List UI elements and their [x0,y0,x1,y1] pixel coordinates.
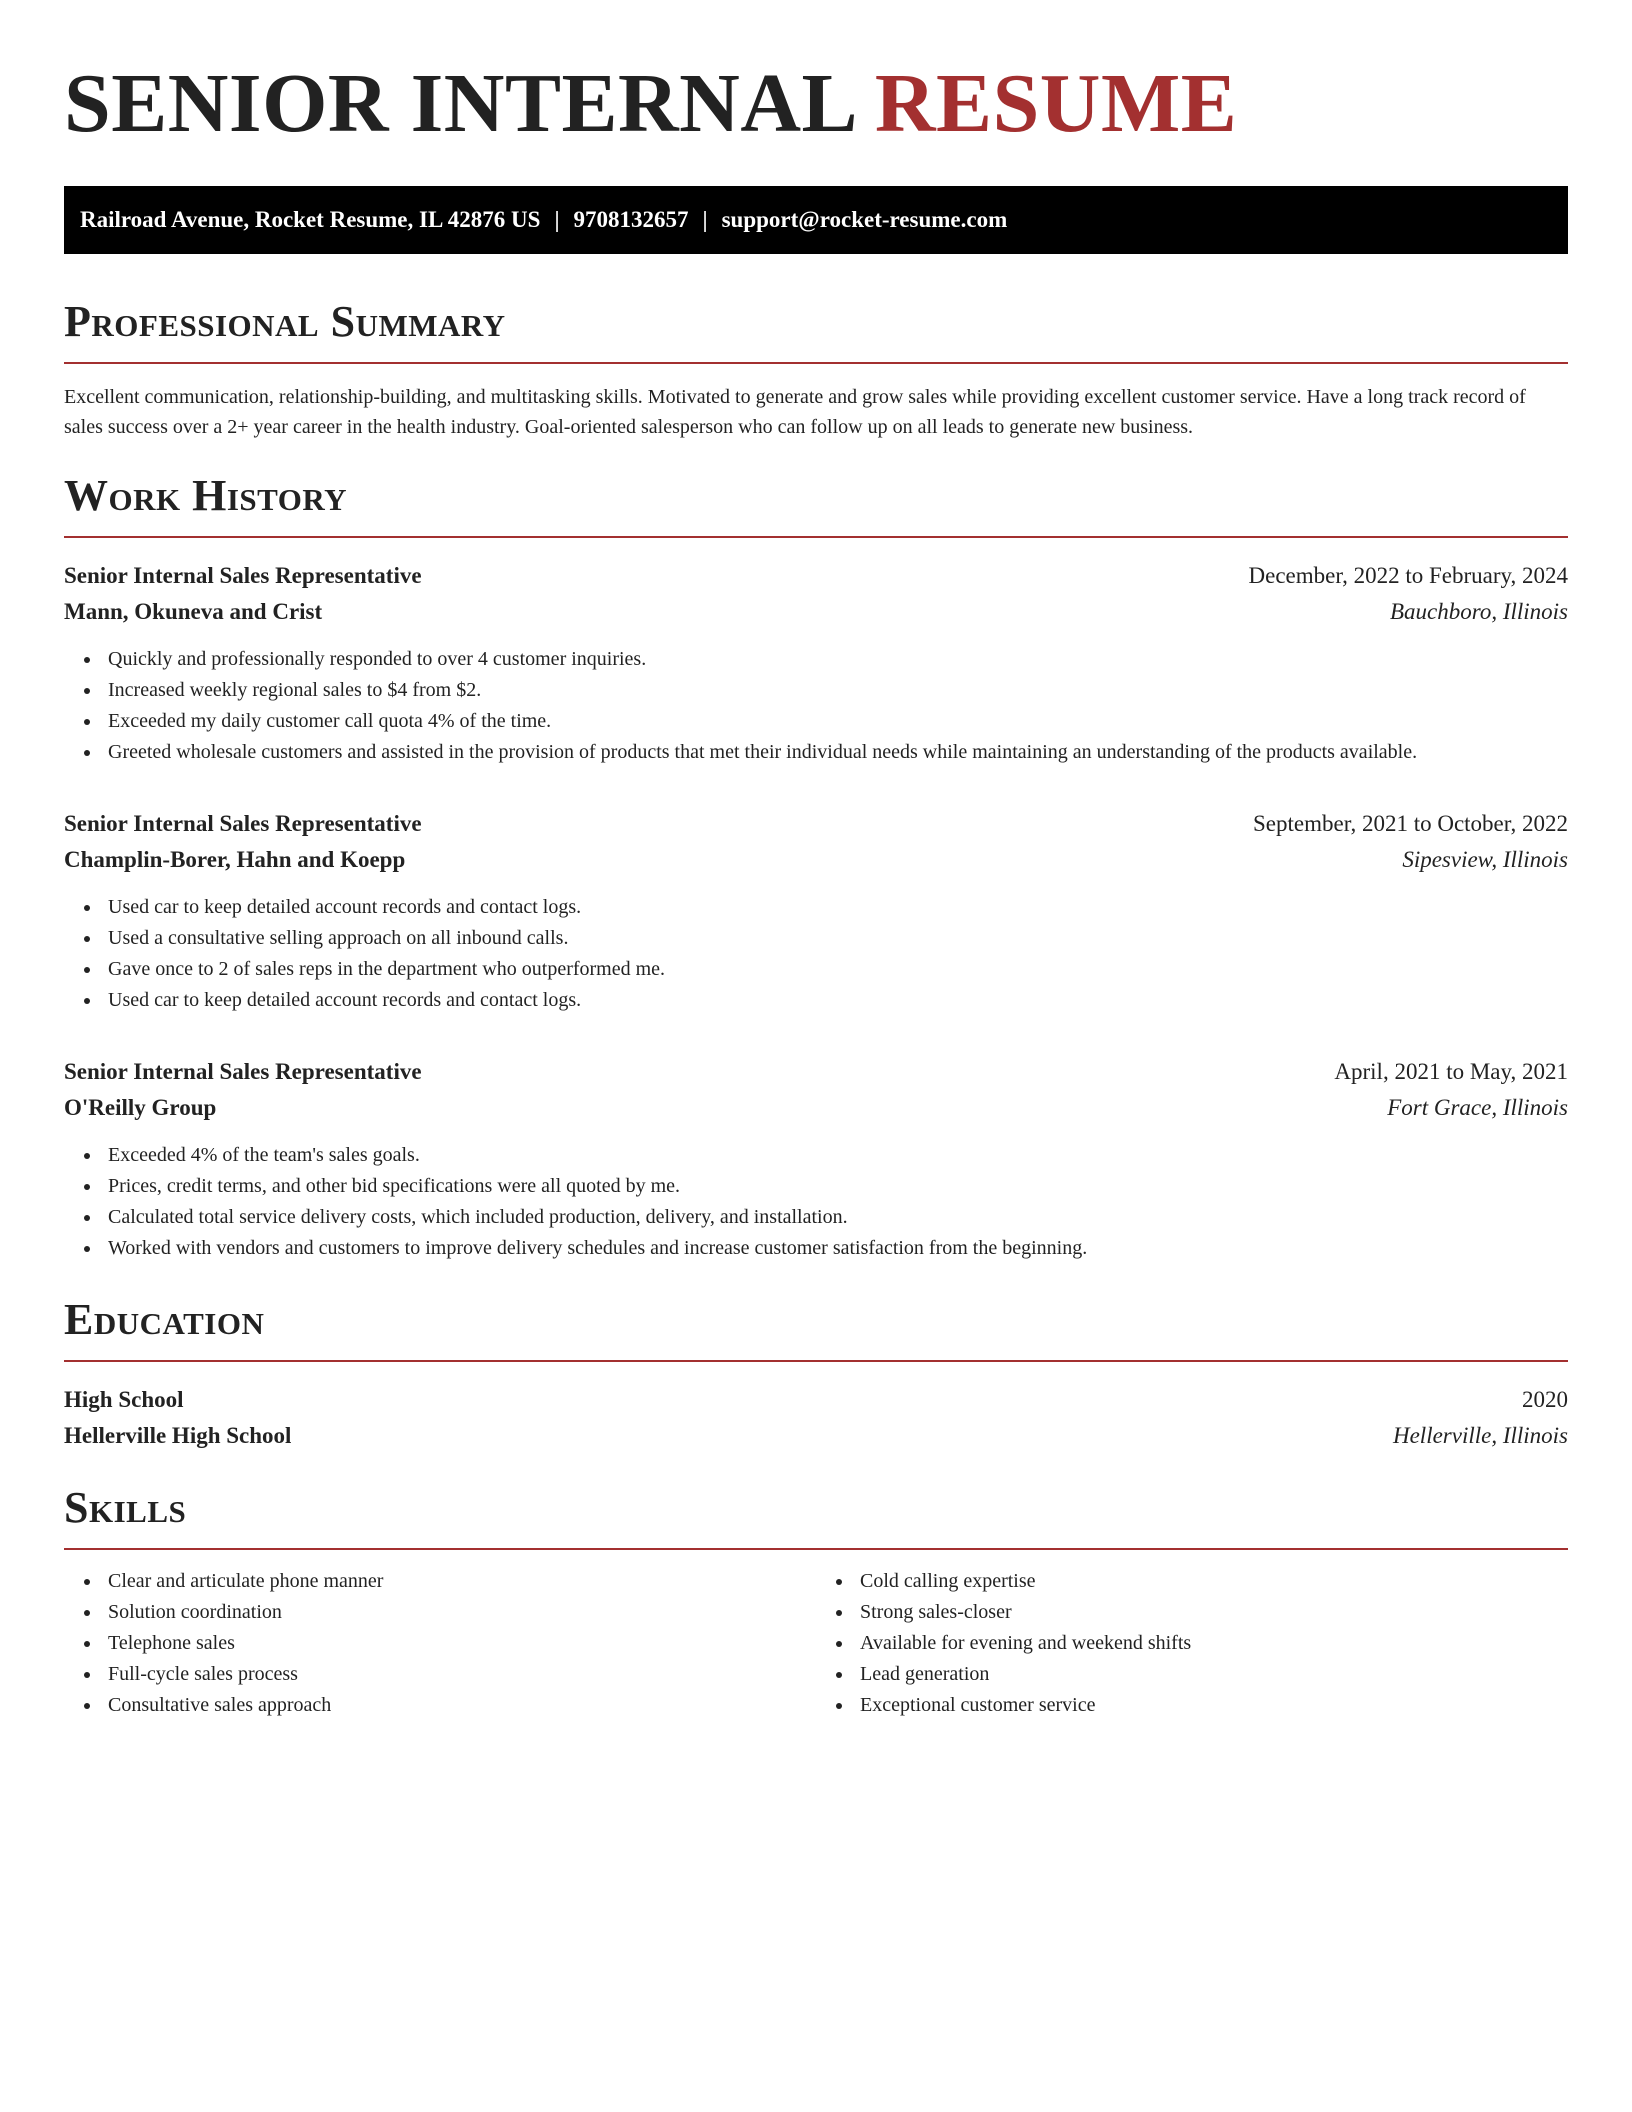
job-header-row [64,1054,1568,1090]
education-school-row [64,1418,1568,1454]
education-entry [64,1382,1568,1454]
skill-item: Telephone sales [108,1628,816,1659]
section-heading-summary: Professional Summary [64,297,506,346]
job-entry [64,558,1568,768]
resume-title [64,56,1568,152]
job-company: O'Reilly Group [64,1095,217,1120]
skill-item: Consultative sales approach [108,1690,816,1721]
work-history-section [64,470,1568,1264]
job-location: Sipesview, Illinois [1402,847,1568,872]
education-school: Hellerville High School [64,1423,292,1448]
list-item: Greeted wholesale customers and assisted in the provision of products that met their individual needs while maintaining an understanding of the products available. [108,737,1568,768]
professional-summary-section [64,296,1568,442]
job-header-row [64,558,1568,594]
job-header-row [64,806,1568,842]
title-accent: RESUME [874,57,1238,150]
title-main: SENIOR INTERNAL [64,57,854,150]
list-item: Quickly and professionally responded to over 4 customer inquiries. [108,644,1568,675]
section-divider [64,1548,1568,1550]
list-item: Calculated total service delivery costs, which included production, delivery, and installation. [108,1202,1568,1233]
education-location: Hellerville, Illinois [1392,1423,1568,1448]
job-company: Champlin-Borer, Hahn and Koepp [64,847,406,872]
contact-phone: 9708132657 [573,207,689,232]
list-item: Prices, credit terms, and other bid specifications were all quoted by me. [108,1171,1568,1202]
section-heading-skills: Skills [64,1483,187,1532]
job-dates: April, 2021 to May, 2021 [1334,1059,1568,1084]
job-bullets [64,892,1568,1016]
job-bullets [64,1140,1568,1264]
job-location: Fort Grace, Illinois [1387,1095,1568,1120]
job-dates: December, 2022 to February, 2024 [1248,563,1568,588]
list-item: Gave once to 2 of sales reps in the department who outperformed me. [108,954,1568,985]
job-company-row [64,594,1568,630]
skills-list-left [64,1566,816,1721]
job-dates: September, 2021 to October, 2022 [1253,811,1568,836]
section-heading-work: Work History [64,471,348,520]
education-section [64,1294,1568,1454]
list-item: Increased weekly regional sales to $4 from $2. [108,675,1568,706]
skill-item: Strong sales-closer [860,1597,1568,1628]
contact-bar [64,186,1568,254]
job-company: Mann, Okuneva and Crist [64,599,323,624]
list-item: Worked with vendors and customers to improve delivery schedules and increase customer satisfaction from the beginning. [108,1233,1568,1264]
contact-email: support@rocket-resume.com [721,207,1008,232]
job-title: Senior Internal Sales Representative [64,563,422,588]
skills-columns [64,1566,1568,1721]
list-item: Used a consultative selling approach on all inbound calls. [108,923,1568,954]
job-company-row [64,842,1568,878]
job-location: Bauchboro, Illinois [1389,599,1568,624]
job-entry [64,806,1568,1016]
skills-section [64,1482,1568,1721]
contact-address: Railroad Avenue, Rocket Resume, IL 42876 US [80,207,541,232]
skill-item: Full-cycle sales process [108,1659,816,1690]
skill-item: Available for evening and weekend shifts [860,1628,1568,1659]
skill-item: Cold calling expertise [860,1566,1568,1597]
section-heading-education: Education [64,1295,265,1344]
education-degree-row [64,1382,1568,1418]
list-item: Used car to keep detailed account records and contact logs. [108,892,1568,923]
skill-item: Clear and articulate phone manner [108,1566,816,1597]
list-item: Used car to keep detailed account records and contact logs. [108,985,1568,1016]
education-degree: High School [64,1387,184,1412]
skill-item: Exceptional customer service [860,1690,1568,1721]
skills-list-right [816,1566,1568,1721]
job-company-row [64,1090,1568,1126]
list-item: Exceeded 4% of the team's sales goals. [108,1140,1568,1171]
contact-separator: | [702,207,708,232]
section-divider [64,536,1568,538]
job-entry [64,1054,1568,1264]
job-bullets [64,644,1568,768]
section-divider [64,1360,1568,1362]
contact-separator: | [554,207,560,232]
section-divider [64,362,1568,364]
skill-item: Solution coordination [108,1597,816,1628]
job-title: Senior Internal Sales Representative [64,1059,422,1084]
list-item: Exceeded my daily customer call quota 4% of the time. [108,706,1568,737]
job-title: Senior Internal Sales Representative [64,811,422,836]
education-year: 2020 [1522,1387,1568,1412]
skill-item: Lead generation [860,1659,1568,1690]
summary-text: Excellent communication, relationship-building, and multitasking skills. Motivated to generate and grow sales while providing excellent customer service. Have a long track record of sales success over a 2+ year career in the health industry. Goal-oriented salesperson who can follow up on all leads to generate new business. [64,386,1526,438]
